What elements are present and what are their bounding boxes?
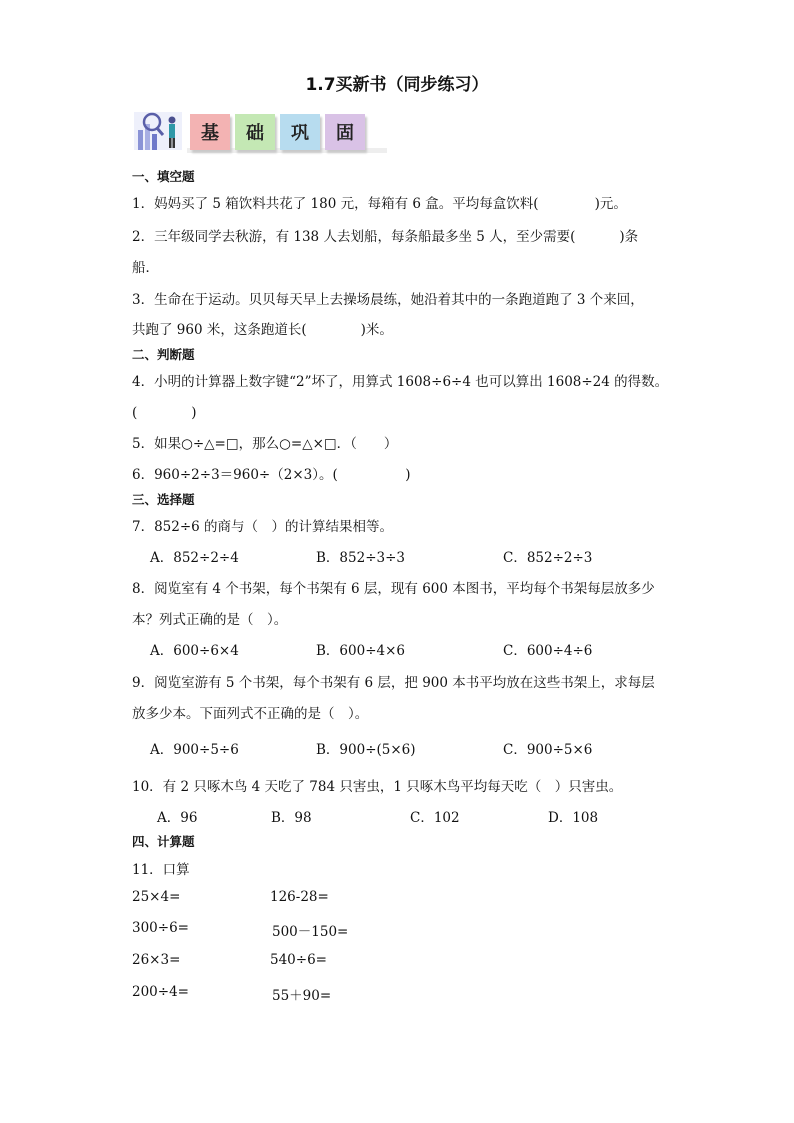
section-heading-true-false: 二、判断题 (132, 347, 195, 362)
q10-option-b: B．98 (271, 810, 312, 826)
q8-option-b: B．600÷4×6 (316, 643, 405, 659)
question-6: 6．960÷2÷3＝960÷（2×3）。( ) (132, 467, 411, 483)
q7-option-b: B．852÷3÷3 (316, 550, 405, 566)
question-3-line2 (132, 318, 393, 338)
q7-option-a: A．852÷2÷4 (150, 550, 239, 566)
q9-option-a: A．900÷5÷6 (150, 742, 239, 758)
banner-tile-chu: 础 (235, 114, 275, 150)
question-8-line2: 本？列式正确的是（ ）。 (132, 612, 288, 628)
section-heading-calculation: 四、计算题 (132, 834, 195, 849)
question-5: 5．如果○÷△=□，那么○=△×□．（ ） (132, 436, 398, 452)
q9-option-b: B．900÷(5×6) (316, 742, 416, 758)
mental-math-item: 26×3= (132, 952, 181, 968)
question-9-line1: 9．阅览室游有 5 个书架，每个书架有 6 层，把 900 本书平均放在这些书架上，求每层 (132, 675, 655, 691)
mental-math-item: 200÷4= (132, 984, 189, 1000)
question-3-text: 共跑了 960 米，这条跑道长( (132, 322, 307, 338)
question-3-tail: )米。 (360, 322, 393, 338)
question-2-line2: 船． (132, 260, 159, 276)
q8-option-a: A．600÷6×4 (150, 643, 239, 659)
mental-math-item: 300÷6= (132, 920, 189, 936)
q10-option-d: D．108 (548, 810, 599, 826)
mental-math-item: 540÷6= (270, 952, 327, 968)
question-11-label: 11．口算 (132, 862, 190, 878)
section-heading-fill-blank: 一、填空题 (132, 169, 195, 184)
question-7: 7．852÷6 的商与（ ）的计算结果相等。 (132, 519, 394, 535)
q9-option-c: C．900÷5×6 (503, 742, 593, 758)
question-1-tail: )元。 (594, 196, 627, 212)
banner-tile-gu: 固 (325, 114, 365, 150)
question-10: 10．有 2 只啄木鸟 4 天吃了 784 只害虫，1 只啄木鸟平均每天吃（ ）只害虫。 (132, 779, 623, 795)
question-3-line1: 3．生命在于运动。贝贝每天早上去操场晨练，她沿着其中的一条跑道跑了 3 个来回， (132, 292, 644, 308)
question-2-tail: )条 (619, 229, 639, 245)
question-2 (132, 225, 638, 245)
banner-tile-gong: 巩 (280, 114, 320, 150)
question-4-line1: 4．小明的计算器上数字键“2”坏了，用算式 1608÷6÷4 也可以算出 1608÷24 的得数。 (132, 374, 669, 390)
section-banner (132, 108, 382, 154)
question-2-text: 2．三年级同学去秋游，有 138 人去划船，每条船最多坐 5 人，至少需要( (132, 229, 576, 245)
q10-option-c: C．102 (410, 810, 460, 826)
mental-math-item: 126-28= (270, 889, 329, 905)
q7-option-c: C．852÷2÷3 (503, 550, 593, 566)
page-title: 1.7买新书（同步练习） (305, 75, 489, 95)
section-heading-choice: 三、选择题 (132, 492, 195, 507)
question-8-line1: 8．阅览室有 4 个书架，每个书架有 6 层，现有 600 本图书，平均每个书架每层放多少 (132, 581, 655, 597)
magnifier-person-icon (132, 108, 184, 154)
question-9-line2: 放多少本。下面列式不正确的是（ ）。 (132, 706, 369, 722)
mental-math-item: 500－150= (272, 924, 349, 940)
mental-math-item: 25×4= (132, 889, 181, 905)
question-1-text: 1．妈妈买了 5 箱饮料共花了 180 元，每箱有 6 盒。平均每盒饮料( (132, 196, 539, 212)
question-4-line2: ( ) (132, 405, 197, 421)
q10-option-a: A．96 (157, 810, 198, 826)
q8-option-c: C．600÷4÷6 (503, 643, 593, 659)
question-1 (132, 192, 627, 212)
mental-math-item: 55＋90= (272, 988, 332, 1004)
banner-tile-ji: 基 (190, 114, 230, 150)
